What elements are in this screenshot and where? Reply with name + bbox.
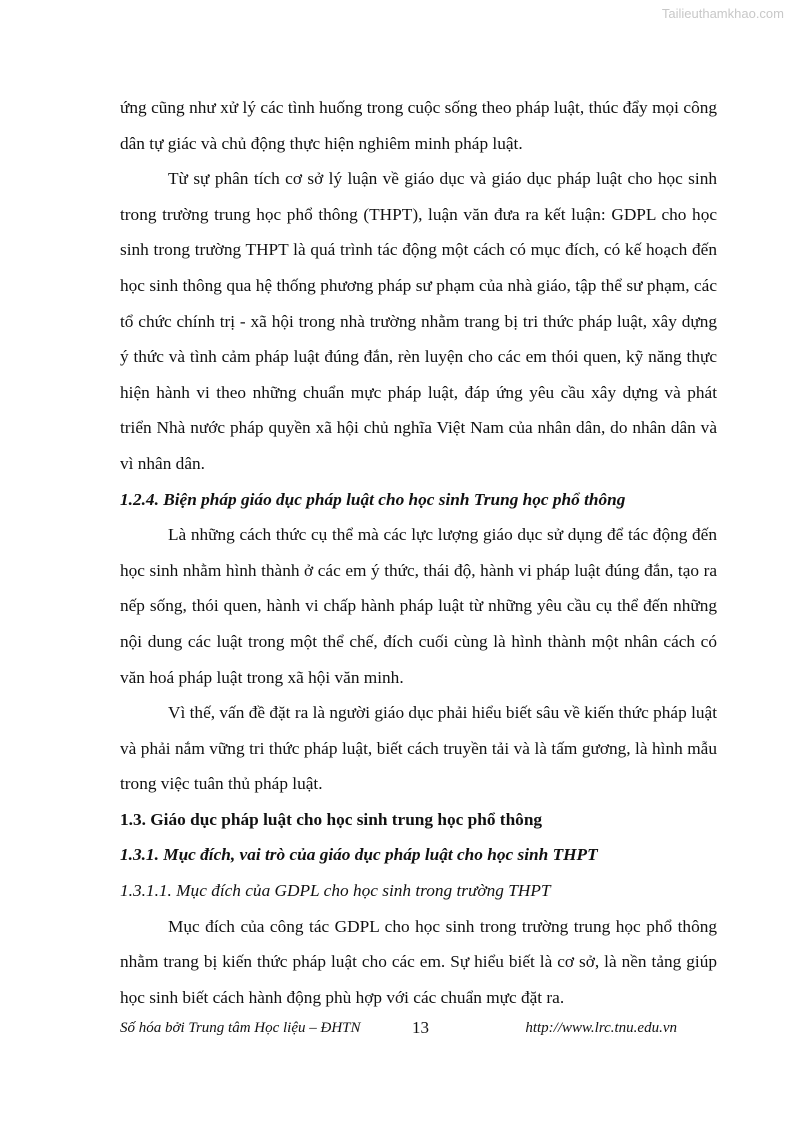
section-heading-1-3-1: 1.3.1. Mục đích, vai trò của giáo dục pháp luật cho học sinh THPT <box>120 845 598 865</box>
footer-source: Số hóa bởi Trung tâm Học liệu – ĐHTN <box>120 1020 361 1036</box>
paragraph: Mục đích của công tác GDPL cho học sinh trong trường trung học phổ thông nhằm trang bị kiến thức pháp luật cho các em. Sự hiểu biết là cơ sở, là nền tảng giúp học sinh biết cách hành động phù hợp với các chuẩn mực đặt ra. <box>120 916 717 1007</box>
page-number: 13 <box>412 1018 429 1037</box>
paragraph: Là những cách thức cụ thể mà các lực lượng giáo dục sử dụng để tác động đến học sinh nhằm hình thành ở các em ý thức, thái độ, hành vi pháp luật đúng đắn, tạo ra nếp sống, thói quen, hành vi chấp hành pháp luật từ những yêu cầu cụ thể đến những nội dung các luật trong một thể chế, đích cuối cùng là hình thành một nhân cách có văn hoá pháp luật trong xã hội văn minh. <box>120 525 717 687</box>
paragraph: Vì thế, vấn đề đặt ra là người giáo dục phải hiểu biết sâu về kiến thức pháp luật và phải nắm vững tri thức pháp luật, biết cách truyền tải và là tấm gương, là hình mẫu trong việc tuân thủ pháp luật. <box>120 703 717 794</box>
section-heading-1-3-1-1: 1.3.1.1. Mục đích của GDPL cho học sinh trong trường THPT <box>120 881 551 901</box>
section-heading-1-2-4: 1.2.4. Biện pháp giáo dục pháp luật cho học sinh Trung học phổ thông <box>120 489 626 509</box>
watermark: Tailieuthamkhao.com <box>661 6 784 21</box>
paragraph: ứng cũng như xử lý các tình huống trong cuộc sống theo pháp luật, thúc đẩy mọi công dân tự giác và chủ động thực hiện nghiêm minh pháp luật. <box>120 98 717 153</box>
footer-url: http://www.lrc.tnu.edu.vn <box>525 1020 677 1036</box>
document-body <box>120 90 717 1015</box>
paragraph: Từ sự phân tích cơ sở lý luận về giáo dục và giáo dục pháp luật cho học sinh trong trường trung học phổ thông (THPT), luận văn đưa ra kết luận: GDPL cho học sinh trong trường THPT là quá trình tác động một cách có mục đích, có kế hoạch đến học sinh thông qua hệ thống phương pháp sư phạm của nhà giáo, tập thể sư phạm, các tổ chức chính trị - xã hội trong nhà trường nhằm trang bị tri thức pháp luật, xây dựng ý thức và tình cảm pháp luật đúng đắn, rèn luyện cho các em thói quen, kỹ năng thực hiện hành vi theo những chuẩn mực pháp luật, đáp ứng yêu cầu xây dựng và phát triển Nhà nước pháp quyền xã hội chủ nghĩa Việt Nam của nhân dân, do nhân dân và vì nhân dân. <box>120 169 717 473</box>
page-footer <box>120 1018 717 1042</box>
section-heading-1-3: 1.3. Giáo dục pháp luật cho học sinh trung học phổ thông <box>120 809 543 829</box>
